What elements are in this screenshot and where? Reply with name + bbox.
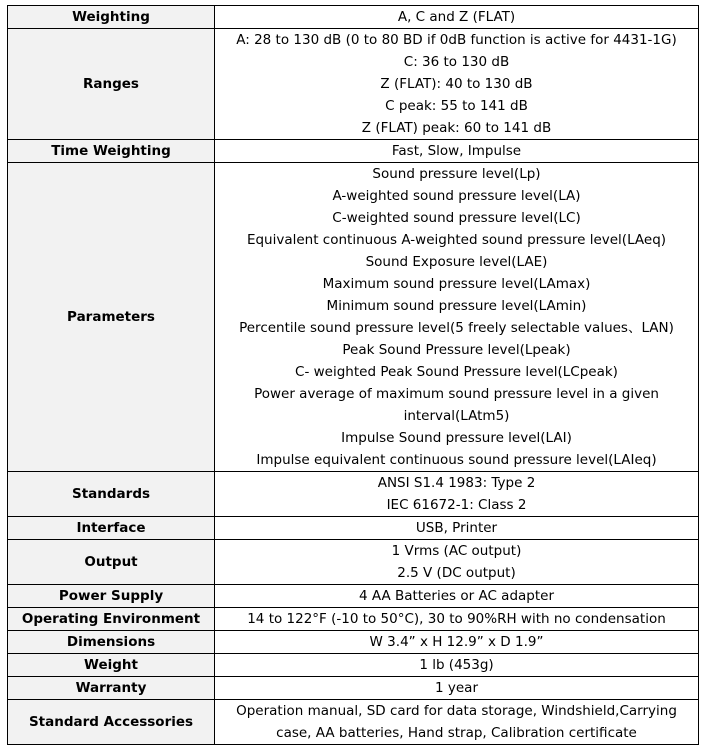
spec-value-line: 1 year [435, 680, 478, 696]
spec-value [215, 140, 699, 163]
spec-value-line: case, AA batteries, Hand strap, Calibration certificate [276, 725, 637, 741]
spec-value [215, 677, 699, 700]
spec-value-line: A-weighted sound pressure level(LA) [332, 188, 581, 204]
spec-label: Ranges [8, 29, 215, 140]
spec-value-line: 4 AA Batteries or AC adapter [358, 588, 555, 604]
spec-value-line: ANSI S1.4 1983: Type 2 [377, 475, 536, 491]
spec-row [8, 29, 699, 140]
spec-value-line: Power average of maximum sound pressure level in a given [254, 386, 659, 402]
spec-value-line: Z (FLAT) peak: 60 to 141 dB [361, 120, 552, 136]
spec-label: Parameters [8, 163, 215, 472]
spec-value [215, 29, 699, 140]
spec-value-line: Operation manual, SD card for data storage, Windshield,Carrying [236, 703, 677, 719]
spec-row [8, 163, 699, 472]
spec-value-line: interval(LAtm5) [403, 408, 510, 424]
spec-value-line: 1 Vrms (AC output) [391, 543, 522, 559]
spec-label: Weighting [8, 6, 215, 29]
spec-value [215, 472, 699, 517]
spec-value-line: 1 lb (453g) [419, 657, 494, 673]
spec-value-line: Impulse Sound pressure level(LAI) [341, 430, 572, 446]
spec-row [8, 540, 699, 585]
spec-value-line: IEC 61672-1: Class 2 [386, 497, 527, 513]
specifications-table [7, 5, 699, 745]
spec-row [8, 6, 699, 29]
spec-label: Time Weighting [8, 140, 215, 163]
spec-row [8, 472, 699, 517]
spec-row [8, 608, 699, 631]
spec-value [215, 608, 699, 631]
specifications-table-body [8, 6, 699, 745]
spec-label: Weight [8, 654, 215, 677]
spec-row [8, 677, 699, 700]
spec-value-line: Percentile sound pressure level(5 freely selectable values、LAN) [239, 320, 674, 336]
spec-value-line: 14 to 122°F (-10 to 50°C), 30 to 90%RH with no condensation [247, 611, 666, 627]
spec-value-line: C: 36 to 130 dB [403, 54, 510, 70]
spec-label: Interface [8, 517, 215, 540]
spec-value [215, 585, 699, 608]
spec-label: Operating Environment [8, 608, 215, 631]
spec-value-line: Peak Sound Pressure level(Lpeak) [342, 342, 571, 358]
spec-value-line: C peak: 55 to 141 dB [385, 98, 528, 114]
spec-value-line: Maximum sound pressure level(LAmax) [322, 276, 591, 292]
spec-value-line: W 3.4” x H 12.9” x D 1.9” [369, 634, 544, 650]
spec-value-line: Sound pressure level(Lp) [372, 166, 541, 182]
spec-value-line: Sound Exposure level(LAE) [365, 254, 548, 270]
spec-value [215, 517, 699, 540]
spec-row [8, 654, 699, 677]
spec-row [8, 140, 699, 163]
spec-value-line: C-weighted sound pressure level(LC) [332, 210, 581, 226]
spec-value-line: A: 28 to 130 dB (0 to 80 BD if 0dB function is active for 4431-1G) [236, 32, 677, 48]
spec-value-line: 2.5 V (DC output) [397, 565, 516, 581]
spec-value [215, 654, 699, 677]
spec-value-line: Z (FLAT): 40 to 130 dB [380, 76, 533, 92]
spec-label: Power Supply [8, 585, 215, 608]
spec-value [215, 540, 699, 585]
spec-value-line: C- weighted Peak Sound Pressure level(LCpeak) [295, 364, 618, 380]
spec-row [8, 631, 699, 654]
spec-value-line: A, C and Z (FLAT) [397, 9, 516, 25]
spec-value-line: Fast, Slow, Impulse [391, 143, 522, 159]
spec-value [215, 631, 699, 654]
spec-value-line: Equivalent continuous A-weighted sound pressure level(LAeq) [246, 232, 667, 248]
spec-value [215, 6, 699, 29]
spec-label: Standard Accessories [8, 700, 215, 745]
spec-value-line: Impulse equivalent continuous sound pressure level(LAIeq) [256, 452, 657, 468]
spec-value [215, 163, 699, 472]
spec-label: Warranty [8, 677, 215, 700]
spec-row [8, 585, 699, 608]
spec-label: Standards [8, 472, 215, 517]
spec-value-line: Minimum sound pressure level(LAmin) [326, 298, 587, 314]
spec-value-line: USB, Printer [415, 520, 498, 536]
spec-row [8, 517, 699, 540]
spec-label: Dimensions [8, 631, 215, 654]
spec-label: Output [8, 540, 215, 585]
